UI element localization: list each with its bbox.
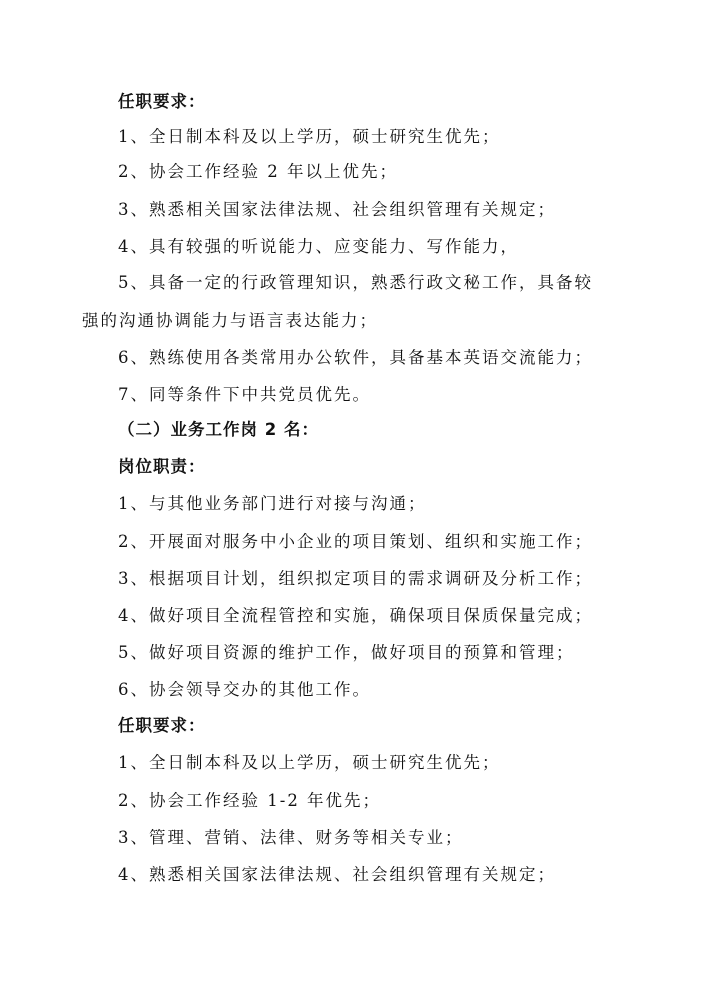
requirement2-item-2: 2、协会工作经验 1-2 年优先； xyxy=(118,791,382,810)
duty-item-5: 5、做好项目资源的维护工作，做好项目的预算和管理； xyxy=(118,643,575,662)
requirement-item-5: 5、具备一定的行政管理知识，熟悉行政文秘工作，具备较 xyxy=(118,273,593,292)
section2-title: （二）业务工作岗 2 名： xyxy=(118,420,319,439)
requirement2-item-3: 3、管理、营销、法律、财务等相关专业； xyxy=(118,828,464,847)
duty-item-6: 6、协会领导交办的其他工作。 xyxy=(118,680,371,699)
section1-heading: 任职要求： xyxy=(118,92,206,111)
requirement-item-1: 1、全日制本科及以上学历，硕士研究生优先； xyxy=(118,127,501,146)
requirement-item-7: 7、同等条件下中共党员优先。 xyxy=(118,385,371,404)
requirement-item-5-continued: 强的沟通协调能力与语言表达能力； xyxy=(82,311,378,330)
requirements-heading: 任职要求： xyxy=(118,716,206,735)
duties-heading: 岗位职责： xyxy=(118,457,206,476)
duty-item-4: 4、做好项目全流程管控和实施，确保项目保质保量完成； xyxy=(118,606,593,625)
requirement-item-4: 4、具有较强的听说能力、应变能力、写作能力， xyxy=(118,237,519,256)
requirement-item-3: 3、熟悉相关国家法律法规、社会组织管理有关规定； xyxy=(118,200,556,219)
duty-item-3: 3、根据项目计划，组织拟定项目的需求调研及分析工作； xyxy=(118,569,593,588)
duty-item-2: 2、开展面对服务中小企业的项目策划、组织和实施工作； xyxy=(118,532,593,551)
duty-item-1: 1、与其他业务部门进行对接与沟通； xyxy=(118,494,427,513)
requirement2-item-4: 4、熟悉相关国家法律法规、社会组织管理有关规定； xyxy=(118,865,556,884)
requirement2-item-1: 1、全日制本科及以上学历，硕士研究生优先； xyxy=(118,753,501,772)
requirement-item-2: 2、协会工作经验 2 年以上优先； xyxy=(118,162,398,181)
requirement-item-6: 6、熟练使用各类常用办公软件，具备基本英语交流能力； xyxy=(118,348,593,367)
